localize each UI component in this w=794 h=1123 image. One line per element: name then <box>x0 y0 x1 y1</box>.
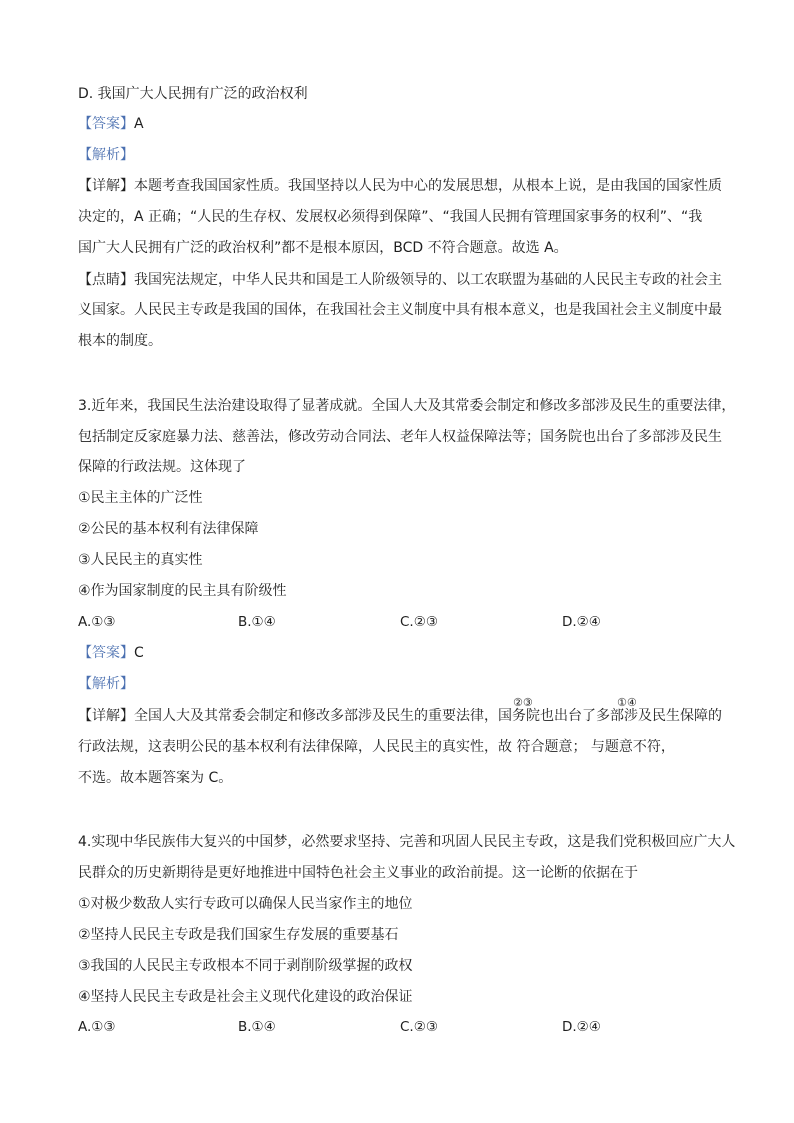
q2-option-d: D. 我国广大人民拥有广泛的政治权利 <box>78 86 308 102</box>
q3-answer <box>78 643 144 663</box>
q4-option-a: A.①③ <box>78 1019 116 1035</box>
q2-comment-line-3: 根本的制度。 <box>78 333 162 349</box>
comment-text: 我国宪法规定，中华人民共和国是工人阶级领导的、以工农联盟为基础的人民民主专政的社会主 <box>134 272 722 288</box>
q3-detail-line-1 <box>78 706 722 726</box>
q4-stem-line-1: 4.实现中华民族伟大复兴的中国梦，必然要求坚持、完善和巩固人民民主专政，这是我们党积极回应广大人 <box>78 834 736 850</box>
q3-detail-line-2: 行政法规，这表明公民的基本权利有法律保障，人民民主的真实性，故 符合题意； 与题意不符， <box>78 739 675 755</box>
q3-option-d: D.②④ <box>562 614 601 630</box>
q3-item-3: ③人民民主的真实性 <box>78 552 203 568</box>
q2-detail-line-3: 国广大人民拥有广泛的政治权利”都不是根本原因，BCD 不符合题意。故选 A。 <box>78 240 568 256</box>
q3-item-2: ②公民的基本权利有法律保障 <box>78 521 259 537</box>
q3-item-4: ④作为国家制度的民主具有阶级性 <box>78 583 287 599</box>
answer-value: C <box>134 645 144 661</box>
q3-stacked-mark-1: ②③ <box>513 696 533 709</box>
q3-analysis-tag <box>78 674 134 694</box>
q3-stacked-mark-2: ①④ <box>617 696 637 709</box>
q4-item-1: ①对极少数敌人实行专政可以确保人民当家作主的地位 <box>78 896 413 912</box>
q2-analysis-tag <box>78 145 134 165</box>
detail-tag: 【详解】 <box>78 708 134 724</box>
q4-item-4: ④坚持人民民主专政是社会主义现代化建设的政治保证 <box>78 989 413 1005</box>
q3-option-c: C.②③ <box>400 614 438 630</box>
detail-text: 本题考查我国国家性质。我国坚持以人民为中心的发展思想，从根本上说，是由我国的国家性质 <box>134 178 722 194</box>
q4-item-2: ②坚持人民民主专政是我们国家生存发展的重要基石 <box>78 927 399 943</box>
q4-option-d: D.②④ <box>562 1019 601 1035</box>
q3-stem-line-3: 保障的行政法规。这体现了 <box>78 459 246 475</box>
q4-option-b: B.①④ <box>238 1019 276 1035</box>
q2-comment-line-1 <box>78 270 722 290</box>
detail-text: 全国人大及其常委会制定和修改多部涉及民生的重要法律，国务院也出台了多部涉及民生保障的 <box>134 708 722 724</box>
q3-option-a: A.①③ <box>78 614 116 630</box>
q3-item-1: ①民主主体的广泛性 <box>78 490 203 506</box>
analysis-tag: 【解析】 <box>78 147 134 163</box>
q3-stem-line-2: 包括制定反家庭暴力法、慈善法，修改劳动合同法、老年人权益保障法等；国务院也出台了多部涉及民生 <box>78 429 722 445</box>
answer-tag: 【答案】 <box>78 645 134 661</box>
answer-value: A <box>134 116 144 132</box>
q2-detail-line-1 <box>78 176 722 196</box>
q3-detail-line-3: 不选。故本题答案为 C。 <box>78 770 233 786</box>
comment-tag: 【点睛】 <box>78 272 134 288</box>
q2-comment-line-2: 义国家。人民民主专政是我国的国体，在我国社会主义制度中具有根本意义，也是我国社会主义制度中最 <box>78 302 722 318</box>
analysis-tag: 【解析】 <box>78 676 134 692</box>
q4-stem-line-2: 民群众的历史新期待是更好地推进中国特色社会主义事业的政治前提。这一论断的依据在于 <box>78 865 638 881</box>
q3-stem-line-1: 3.近年来，我国民生法治建设取得了显著成就。全国人大及其常委会制定和修改多部涉及民生的重要法律， <box>78 398 736 414</box>
q4-item-3: ③我国的人民民主专政根本不同于剥削阶级掌握的政权 <box>78 958 413 974</box>
q2-detail-line-2: 决定的，A 正确；“人民的生存权、发展权必须得到保障”、“我国人民拥有管理国家事务的权利”、“我 <box>78 209 703 225</box>
q4-option-c: C.②③ <box>400 1019 438 1035</box>
answer-tag: 【答案】 <box>78 116 134 132</box>
q3-option-b: B.①④ <box>238 614 276 630</box>
q2-answer <box>78 114 144 134</box>
detail-tag: 【详解】 <box>78 178 134 194</box>
